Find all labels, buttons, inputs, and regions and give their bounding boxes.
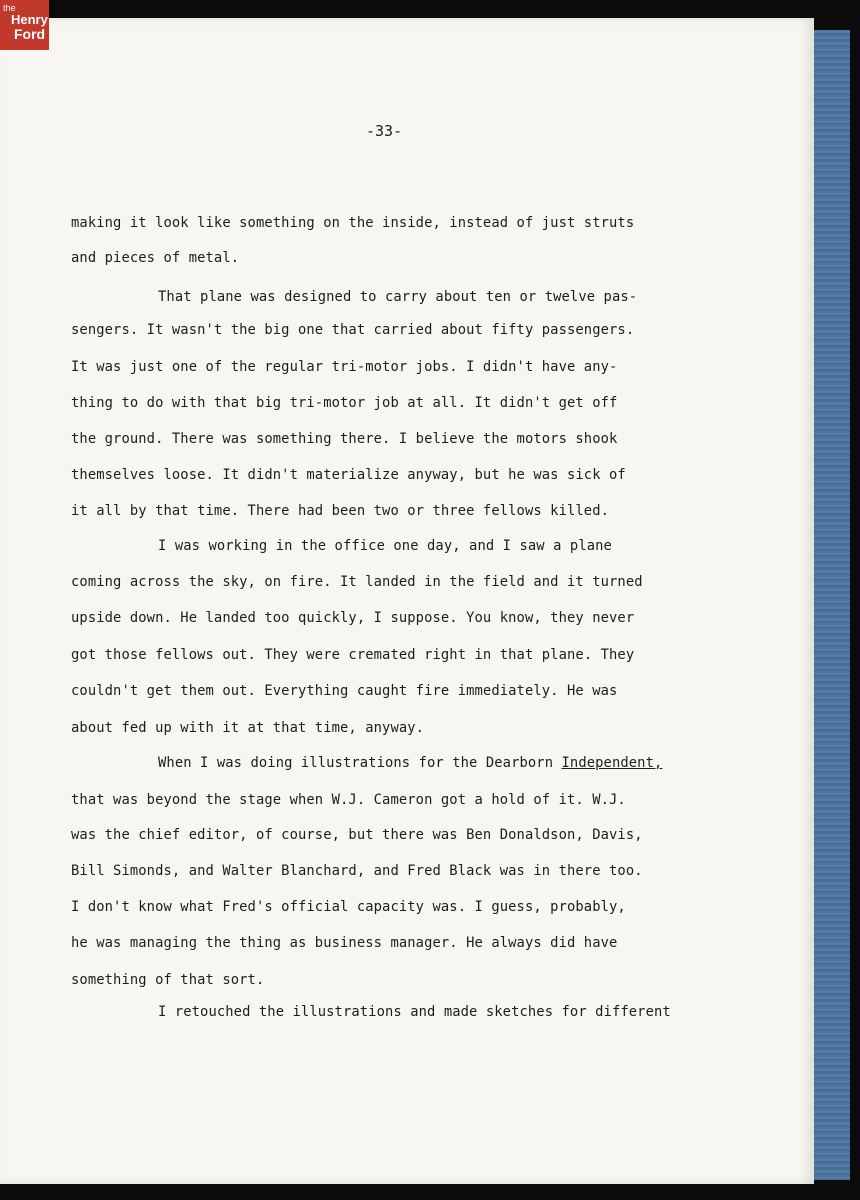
text-line: got those fellows out. They were cremated right in that plane. They <box>71 647 635 663</box>
text-line: that was beyond the stage when W.J. Cameron got a hold of it. W.J. <box>71 792 626 808</box>
book-binding <box>808 30 850 1180</box>
publication-title: Independent, <box>561 755 663 771</box>
text-line <box>158 755 662 771</box>
text-line: Bill Simonds, and Walter Blanchard, and Fred Black was in there too. <box>71 863 643 879</box>
text-segment: When I was doing illustrations for the Dearborn <box>158 755 562 771</box>
text-line: and pieces of metal. <box>71 250 240 266</box>
text-line: was the chief editor, of course, but there was Ben Donaldson, Davis, <box>71 827 643 843</box>
text-line: upside down. He landed too quickly, I suppose. You know, they never <box>71 610 635 626</box>
text-line: I don't know what Fred's official capacity was. I guess, probably, <box>71 899 626 915</box>
text-line: coming across the sky, on fire. It landed in the field and it turned <box>71 574 643 590</box>
text-line: sengers. It wasn't the big one that carried about fifty passengers. <box>71 322 635 338</box>
henry-ford-logo <box>0 0 49 50</box>
logo-text-henry: Henry <box>11 12 48 27</box>
text-line: the ground. There was something there. I believe the motors shook <box>71 431 618 447</box>
text-line: couldn't get them out. Everything caught fire immediately. He was <box>71 683 618 699</box>
logo-text-the: the <box>3 3 16 13</box>
text-line: thing to do with that big tri-motor job at all. It didn't get off <box>71 395 618 411</box>
text-line: That plane was designed to carry about ten or twelve pas- <box>158 289 638 305</box>
text-line: he was managing the thing as business manager. He always did have <box>71 935 618 951</box>
logo-text-ford: Ford <box>14 26 46 42</box>
text-line: something of that sort. <box>71 972 265 988</box>
text-line: I retouched the illustrations and made sketches for different <box>158 1004 671 1020</box>
text-line: about fed up with it at that time, anyway. <box>71 720 425 736</box>
text-line: I was working in the office one day, and I saw a plane <box>158 538 612 554</box>
text-line: themselves loose. It didn't materialize anyway, but he was sick of <box>71 467 626 483</box>
text-line: It was just one of the regular tri-motor jobs. I didn't have any- <box>71 359 618 375</box>
document-page <box>0 18 814 1184</box>
text-line: it all by that time. There had been two or three fellows killed. <box>71 503 610 519</box>
text-line: making it look like something on the inside, instead of just struts <box>71 215 635 231</box>
page-number: -33- <box>366 122 403 140</box>
